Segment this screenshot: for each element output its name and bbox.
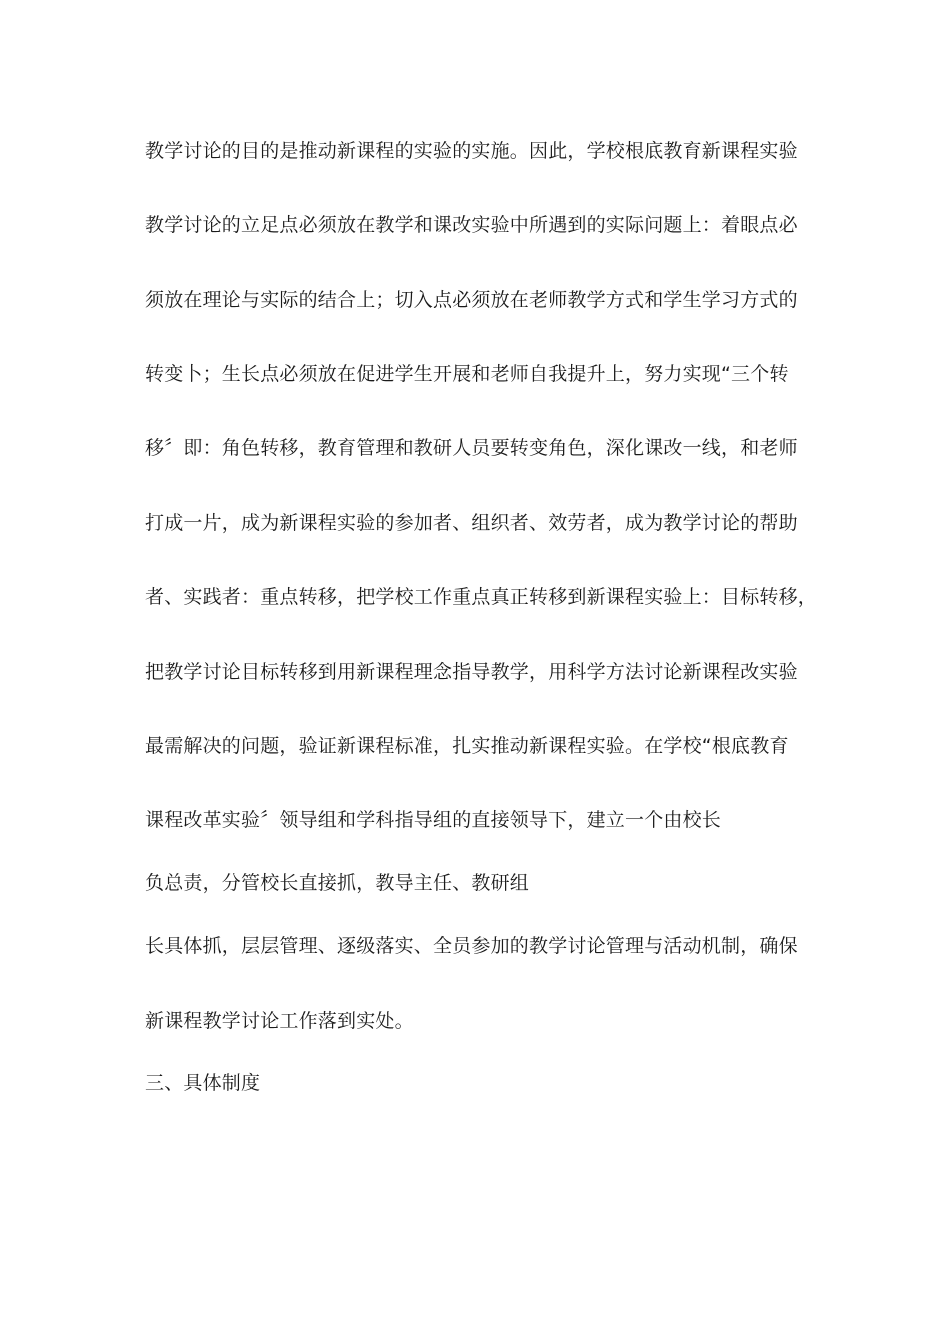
paragraph-line-3: 须放在理论与实际的结合上；切入点必须放在老师教学方式和学生学习方式的 — [145, 289, 798, 311]
paragraph-line-2: 教学讨论的立足点必须放在教学和课改实验中所遇到的实际问题上：着眼点必 — [145, 214, 798, 236]
paragraph-line-10: 课程改革实验〞领导组和学科指导组的直接领导下，建立一个由校长 — [145, 809, 722, 831]
paragraph-line-8: 把教学讨论目标转移到用新课程理念指导教学，用科学方法讨论新课程改实验 — [145, 661, 798, 683]
paragraph-line-5: 移〞即：角色转移，教育管理和教研人员要转变角色，深化课改一线，和老师 — [145, 437, 798, 459]
paragraph-line-7: 者、实践者：重点转移，把学校工作重点真正转移到新课程实验上：目标转移， — [145, 586, 818, 608]
paragraph-line-11: 负总责，分管校长直接抓，教导主任、教研组 — [145, 872, 530, 894]
paragraph-line-1: 教学讨论的目的是推动新课程的实验的实施。因此，学校根底教育新课程实验 — [145, 140, 798, 162]
paragraph-line-6: 打成一片，成为新课程实验的参加者、组织者、效劳者，成为教学讨论的帮助 — [145, 512, 798, 534]
paragraph-line-4: 转变卜；生长点必须放在促进学生开展和老师自我提升上，努力实现“三个转 — [145, 363, 789, 385]
section-heading: 三、具体制度 — [145, 1072, 261, 1094]
paragraph-line-9: 最需解决的问题，验证新课程标准，扎实推动新课程实验。在学校“根底教育 — [145, 735, 789, 757]
paragraph-line-13: 新课程教学讨论工作落到实处。 — [145, 1010, 414, 1032]
paragraph-line-12: 长具体抓，层层管理、逐级落实、全员参加的教学讨论管理与活动机制，确保 — [145, 935, 798, 957]
